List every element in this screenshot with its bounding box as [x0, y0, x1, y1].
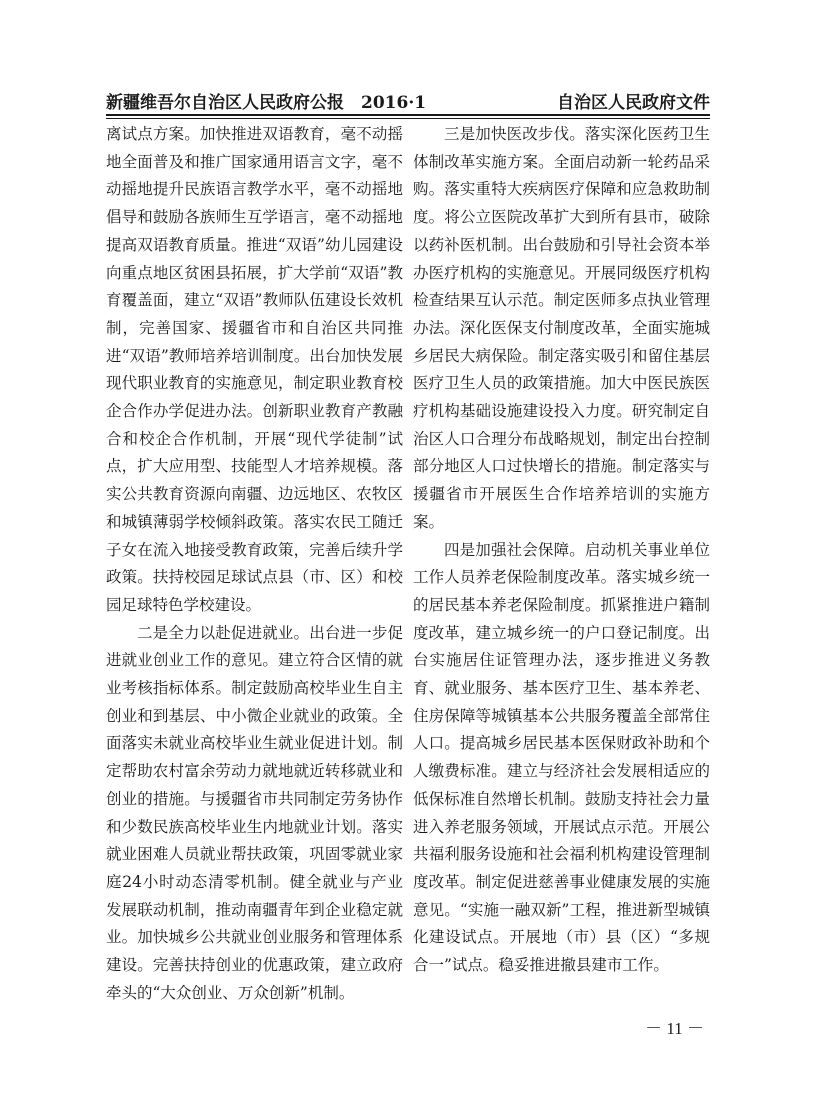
journal-title: 新疆维吾尔自治区人民政府公报 2016·1 [106, 93, 427, 113]
paragraph-employment: 二是全力以赴促进就业。出台进一步促进就业创业工作的意见。建立符合区情的就业考核指标体系。制定鼓励高校毕业生自主创业和到基层、中小微企业就业的政策。全面落实未就业高校毕业生就业促进计划。制定帮助农村富余劳动力就地就近转移就业和创业的措施。与援疆省市共同制定劳务协作和少数民族高校毕业生内地就业计划。落实就业困难人员就业帮扶政策，巩固零就业家庭24小时动态清零机制。健全就业与产业发展联动机制，推动南疆青年到企业稳定就业。加快城乡公共就业创业服务和管理体系建设。完善扶持创业的优惠政策，建立政府牵头的“大众创业、万众创新”机制。 [106, 623, 403, 1002]
right-column [413, 121, 710, 980]
left-column [106, 121, 403, 1008]
paragraph-medical-reform: 三是加快医改步伐。落实深化医药卫生体制改革实施方案。全面启动新一轮药品采购。落实重特大疾病医疗保障和应急救助制度。将公立医院改革扩大到所有县市，破除以药补医机制。出台鼓励和引导社会资本举办医疗机构的实施意见。开展同级医疗机构检查结果互认示范。制定医师多点执业管理办法。深化医保支付制度改革，全面实施城乡居民大病保险。制定落实吸引和留住基层医疗卫生人员的政策措施。加大中医民族医疗机构基础设施建设投入力度。研究制定自治区人口合理分布战略规划，制定出台控制部分地区人口过快增长的措施。制定落实与援疆省市开展医生合作培养培训的实施方案。 [413, 125, 710, 531]
header-rule-thick [106, 114, 710, 116]
paragraph-social-security: 四是加强社会保障。启动机关事业单位工作人员养老保险制度改革。落实城乡统一的居民基本养老保险制度。抓紧推进户籍制度改革，建立城乡统一的户口登记制度。出台实施居住证管理办法，逐步推进义务教育、就业服务、基本医疗卫生、基本养老、住房保障等城镇基本公共服务覆盖全部常住人口。提高城乡居民基本医保财政补助和个人缴费标准。建立与经济社会发展相适应的低保标准自然增长机制。鼓励支持社会力量进入养老服务领域，开展试点示范。开展公共福利服务设施和社会福利机构建设管理制度改革。制定促进慈善事业健康发展的实施意见。“实施一融双新”工程，推进新型城镇化建设试点。开展地（市）县（区）“多规合一”试点。稳妥推进撤县建市工作。 [413, 540, 710, 975]
section-title: 自治区人民政府文件 [557, 93, 710, 113]
header-rule-thin [106, 118, 710, 119]
paragraph-education-continued: 离试点方案。加快推进双语教育，毫不动摇地全面普及和推广国家通用语言文字，毫不动摇地提升民族语言教学水平，毫不动摇地倡导和鼓励各族师生互学语言，毫不动摇地提高双语教育质量。推进“双语”幼儿园建设向重点地区贫困县拓展，扩大学前“双语”教育覆盖面，建立“双语”教师队伍建设长效机制，完善国家、援疆省市和自治区共同推进“双语”教师培养培训制度。出台加快发展现代职业教育的实施意见，制定职业教育校企合作办学促进办法。创新职业教育产教融合和校企合作机制，开展“现代学徒制”试点，扩大应用型、技能型人才培养规模。落实公共教育资源向南疆、边远地区、农牧区和城镇薄弱学校倾斜政策。落实农民工随迁子女在流入地接受教育政策，完善后续升学政策。扶持校园足球试点县（市、区）和校园足球特色学校建设。 [106, 125, 403, 614]
page-number: － 11 － [645, 1019, 704, 1038]
running-header [106, 84, 710, 114]
